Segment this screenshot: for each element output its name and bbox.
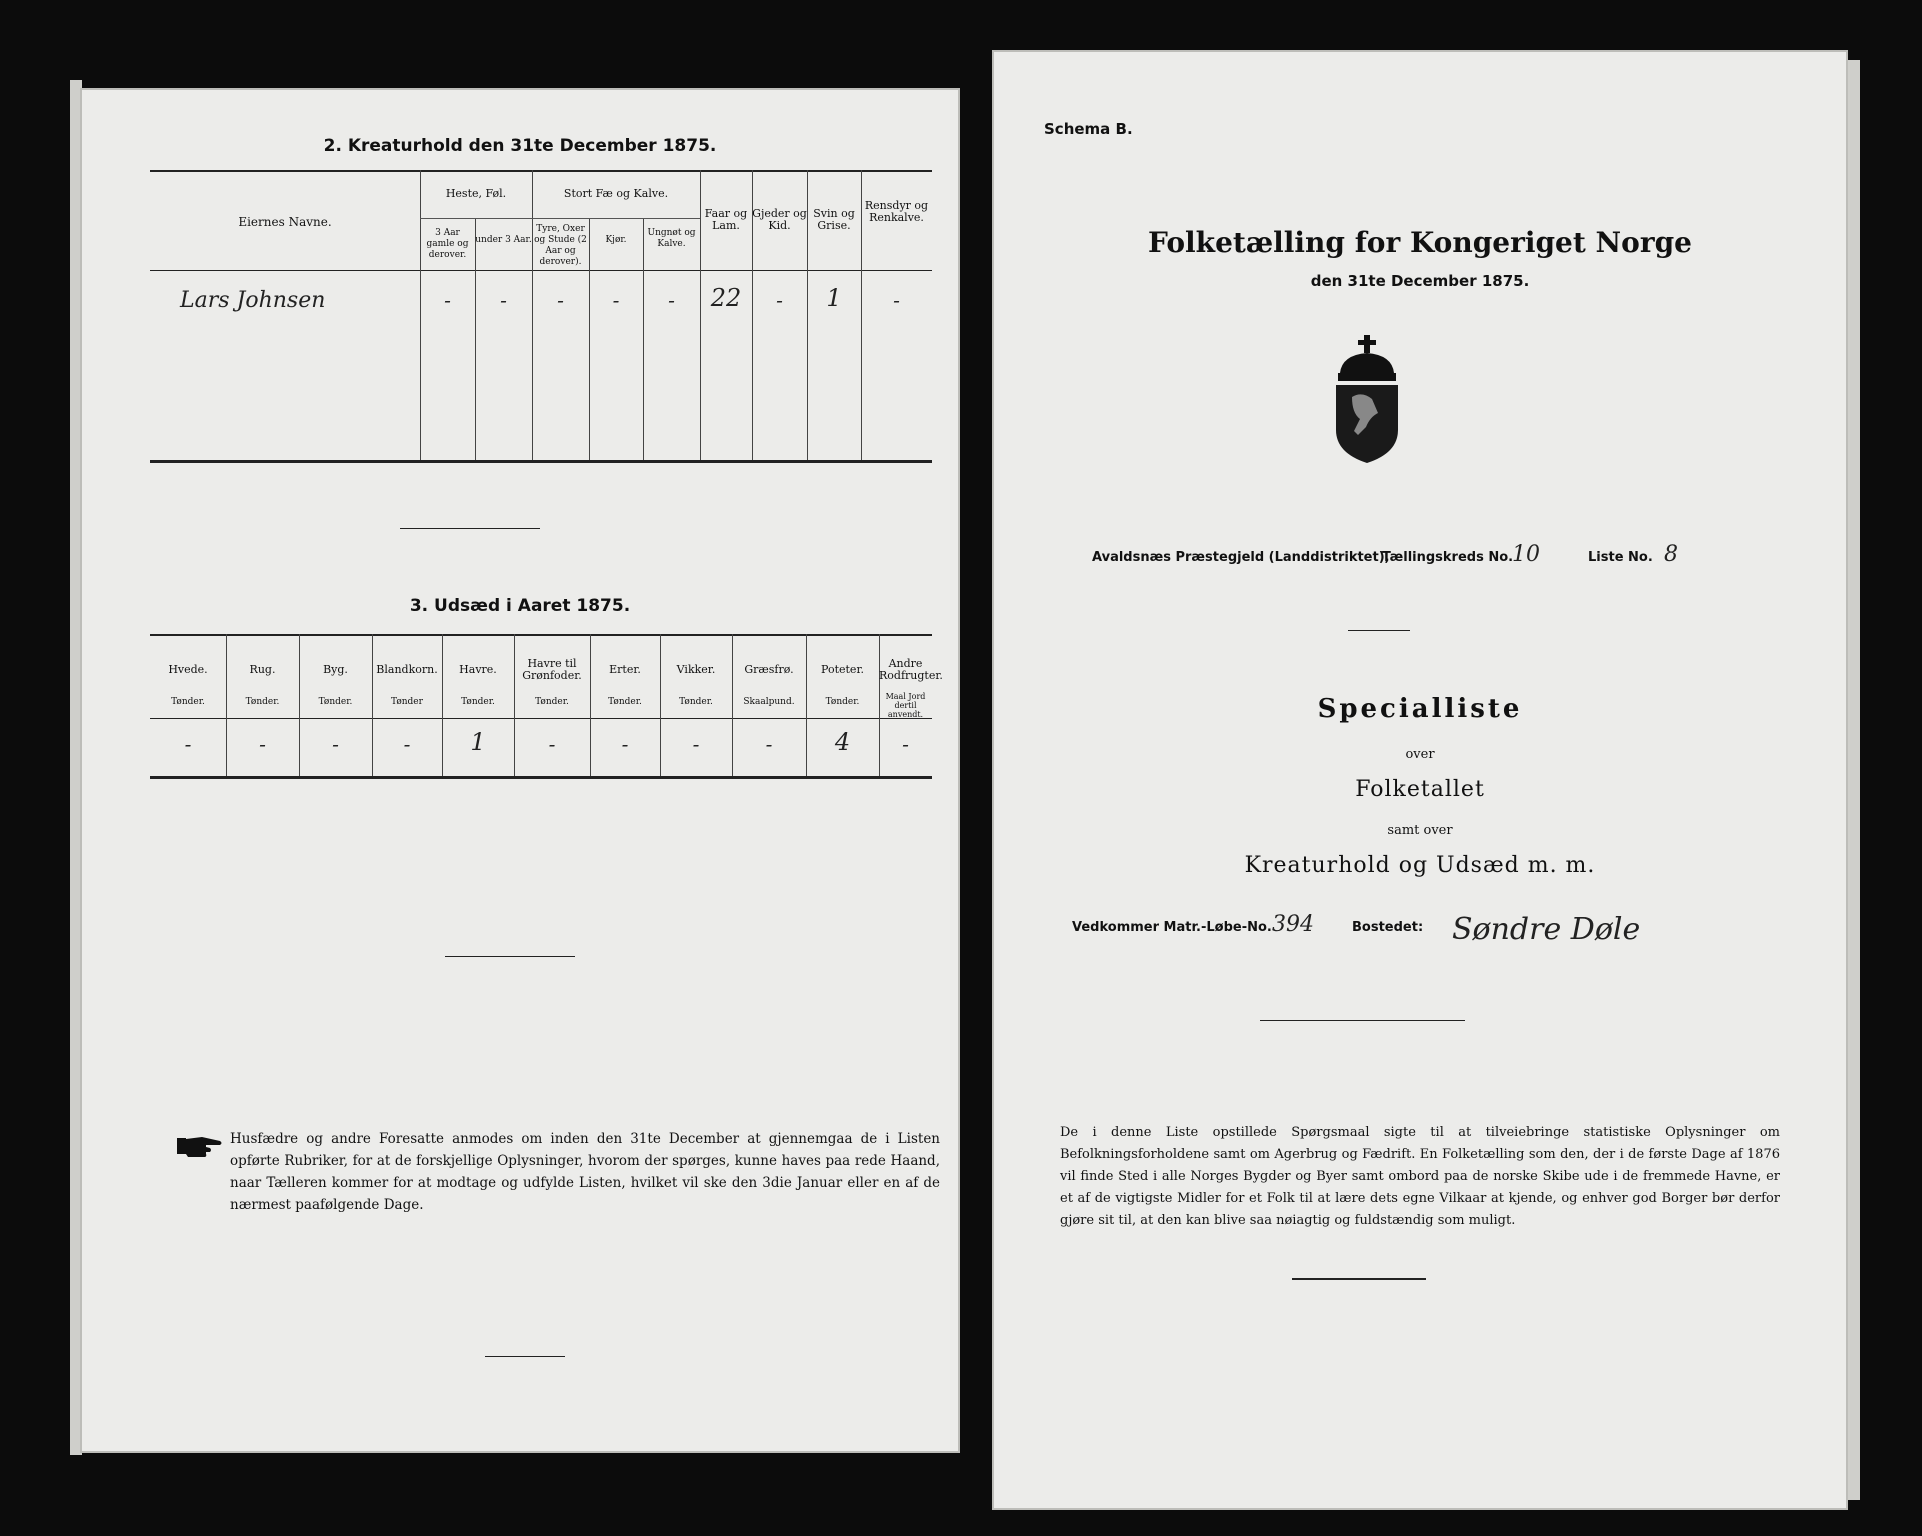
livestock-sowing-heading: Kreaturhold og Udsæd m. m. xyxy=(1244,853,1596,878)
sowing-value: - xyxy=(692,732,700,756)
group-horses: Heste, Føl. xyxy=(445,187,507,200)
group-cattle: Stort Fæ og Kalve. xyxy=(563,187,669,200)
right-page-edge xyxy=(1846,60,1860,1500)
matr-number: 394 xyxy=(1272,912,1314,937)
sowing-value: - xyxy=(621,732,629,756)
sowing-value-oats: 1 xyxy=(470,728,486,756)
section2-title: 2. Kreaturhold den 31te December 1875. xyxy=(323,136,717,156)
sowing-value: - xyxy=(259,732,266,756)
sowing-value: - xyxy=(902,732,909,756)
col-mixed-grain: Blandkorn. xyxy=(376,663,438,676)
unit-peas: Tønder. xyxy=(608,697,642,707)
livestock-value: - xyxy=(668,288,675,312)
livestock-value: - xyxy=(612,288,620,312)
sub-horses-old: 3 Aar gamle og derover. xyxy=(426,228,469,260)
group-goats: Gjeder og Kid. xyxy=(752,207,807,232)
livestock-value: - xyxy=(444,288,451,312)
bosted-value: Søndre Døle xyxy=(1452,912,1641,947)
sowing-value: - xyxy=(403,732,411,756)
col-wheat: Hvede. xyxy=(168,663,208,676)
divider xyxy=(1292,1278,1426,1280)
section3-title: 3. Udsæd i Aaret 1875. xyxy=(409,596,631,616)
schema-label: Schema B. xyxy=(1044,120,1133,138)
col-barley: Byg. xyxy=(323,663,348,676)
group-reindeer: Rensdyr og Renkalve. xyxy=(864,199,929,224)
sowing-value: - xyxy=(184,732,192,756)
livestock-value: - xyxy=(500,288,507,312)
coat-of-arms-icon xyxy=(1322,335,1412,465)
left-page xyxy=(80,88,960,1453)
unit-rye: Tønder. xyxy=(245,697,280,707)
district-number: 10 xyxy=(1512,542,1540,567)
matr-label: Vedkommer Matr.-Løbe-No. xyxy=(1072,920,1272,935)
date-line: den 31te December 1875. xyxy=(1310,272,1530,290)
unit-potatoes: Tønder. xyxy=(825,697,860,707)
col-rye: Rug. xyxy=(249,663,276,676)
sub-cattle-young: Ungnøt og Kalve. xyxy=(647,228,696,249)
unit-vetch: Tønder. xyxy=(679,697,713,707)
livestock-value: - xyxy=(557,288,564,312)
sub-horses-young: under 3 Aar. xyxy=(475,235,532,245)
samt-over-line: samt over xyxy=(1387,823,1453,838)
sub-cattle-bulls: Tyre, Oxer og Stude (2 Aar og derover). xyxy=(534,224,587,267)
livestock-value: - xyxy=(893,288,900,312)
divider xyxy=(445,956,575,957)
folketallet-heading: Folketallet xyxy=(1355,777,1485,802)
divider xyxy=(485,1356,565,1357)
sowing-value: - xyxy=(765,732,773,756)
sowing-value: - xyxy=(548,732,556,756)
col-oats: Havre. xyxy=(459,663,497,676)
divider xyxy=(400,528,540,529)
sowing-value-potatoes: 4 xyxy=(834,728,851,756)
col-potatoes: Poteter. xyxy=(821,663,864,676)
page-title: Folketælling for Kongeriget Norge xyxy=(1148,226,1692,259)
unit-mixed-grain: Tønder xyxy=(391,697,423,707)
livestock-value: - xyxy=(776,288,783,312)
divider xyxy=(1260,1020,1465,1021)
parish-label: Avaldsnæs Præstegjeld (Landdistriktet), xyxy=(1092,550,1390,565)
unit-grass-seed: Skaalpund. xyxy=(743,697,795,707)
col-vetch: Vikker. xyxy=(676,663,716,676)
district-label: Tællingskreds No. xyxy=(1382,550,1514,565)
livestock-value-pigs: 1 xyxy=(826,284,842,312)
notice-text: Husfædre og andre Foresatte anmodes om inden den 31te December at gjennemgaa de i Listen opførte Rubriker, for at de forskjellige Oplysninger, hvorom der spørges, kunne haves paa rede Haand, naar Tælleren kommer for at modtage og udfylde Listen, hvilket vil ske den 3die Januar eller en af de nærmest paafølgende Dage. xyxy=(230,1131,940,1213)
pointing-hand-icon xyxy=(176,1132,224,1160)
unit-barley: Tønder. xyxy=(318,697,353,707)
sowing-value: - xyxy=(332,732,339,756)
group-pigs: Svin og Grise. xyxy=(813,207,855,232)
divider xyxy=(1348,630,1410,631)
sub-cattle-cows: Kjør. xyxy=(605,235,627,245)
list-number: 8 xyxy=(1664,542,1678,567)
unit-green-fodder: Tønder. xyxy=(535,697,569,707)
col-other-roots: Andre Rodfrugter. xyxy=(879,657,943,682)
unit-wheat: Tønder. xyxy=(171,697,205,707)
special-list-heading: Specialliste xyxy=(1317,694,1523,724)
list-label: Liste No. xyxy=(1588,550,1653,565)
owner-name: Lars Johnsen xyxy=(180,288,326,313)
col-peas: Erter. xyxy=(609,663,641,676)
over-line: over xyxy=(1405,747,1435,762)
livestock-value-sheep: 22 xyxy=(710,284,742,312)
bosted-label: Bostedet: xyxy=(1352,920,1424,935)
owner-header: Eiernes Navne. xyxy=(238,215,332,229)
footer-text: De i denne Liste opstillede Spørgsmaal sigte til at tilveiebringe statistiske Oplysninger om Befolkningsforholdene samt om Agerbrug og Fædrift. En Folketælling som den, der i de første Dage af 1876 vil finde Sted i alle Norges Bygder og Byer samt ombord paa de norske Skibe ude i de fremmede Havne, er et af de vigtigste Midler for et Folk til at lære dets egne Vilkaar at kjende, og enhver god Borger bør derfor gjøre sit til, at den kan blive saa nøiagtig og fuldstændig som muligt. xyxy=(1060,1125,1780,1228)
col-green-fodder: Havre til Grønfoder. xyxy=(522,657,582,682)
unit-oats: Tønder. xyxy=(461,697,495,707)
right-page xyxy=(992,50,1848,1510)
unit-other-roots: Maal Jord dertil anvendt. xyxy=(885,692,926,719)
col-grass-seed: Græsfrø. xyxy=(744,663,794,676)
group-sheep: Faar og Lam. xyxy=(704,207,748,232)
